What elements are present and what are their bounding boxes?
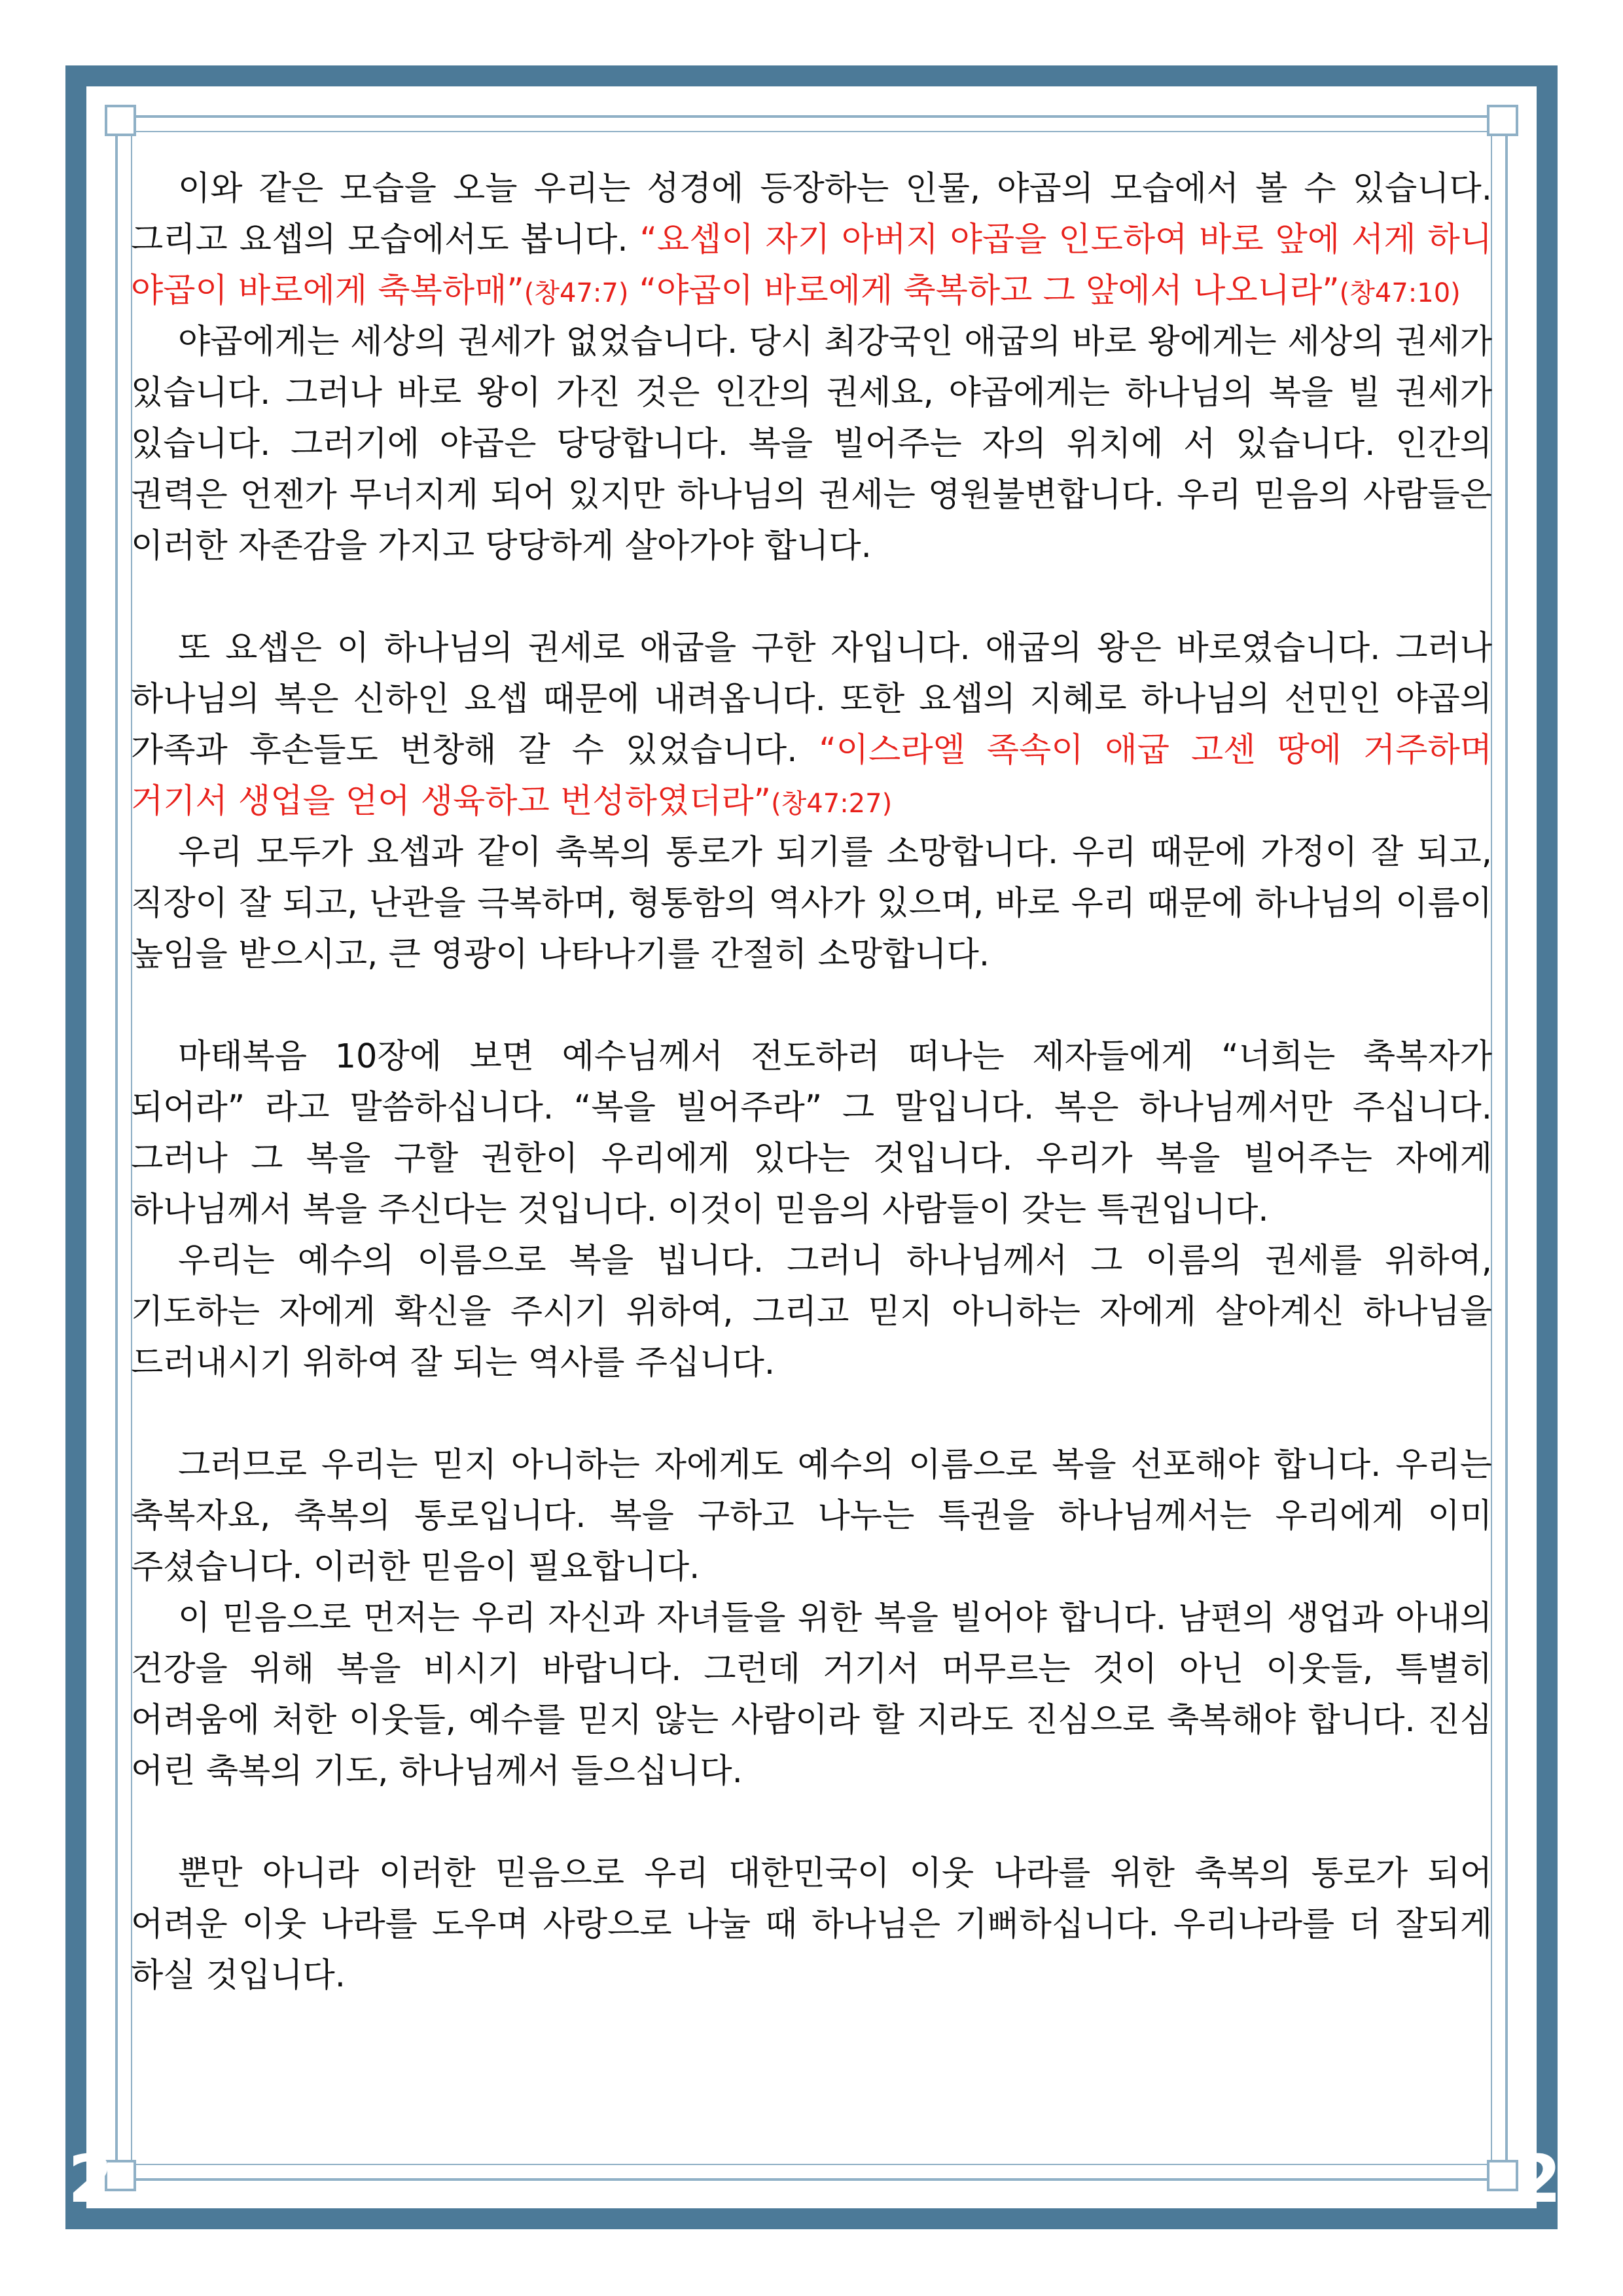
text-line	[131, 521, 1492, 572]
text-line	[131, 1287, 1492, 1338]
scripture-quote: 야곱이 바로에게 축복하매”	[131, 272, 524, 310]
paragraph	[131, 1440, 1492, 1593]
paragraph	[131, 1848, 1492, 2001]
paragraph-gap	[131, 1389, 1492, 1440]
body-text: 이 믿음으로 먼저는 우리 자신과 자녀들을 위한 복을 빌어야 합니다. 남편의 생업과 아내의	[178, 1599, 1492, 1638]
page-number-left: 2	[68, 2141, 114, 2217]
text-line	[131, 368, 1492, 419]
text-line	[131, 1950, 1492, 2001]
body-text: 어려움에 처한 이웃들, 예수를 믿지 않는 사람이라 할 지라도 진심으로 축복해야 합니다. 진심	[131, 1701, 1492, 1740]
paragraph	[131, 1031, 1492, 1236]
body-text: 야곱에게는 세상의 권세가 없었습니다. 당시 최강국인 애굽의 바로 왕에게는 세상의 권세가	[178, 323, 1493, 361]
paragraph	[131, 164, 1492, 317]
body-text: 높임을 받으시고, 큰 영광이 나타나기를 간절히 소망합니다.	[131, 935, 990, 974]
body-text: 그리고 요셉의 모습에서도 봅니다.	[131, 221, 640, 259]
paragraph-gap	[131, 572, 1492, 623]
text-line	[131, 1542, 1492, 1593]
text-line	[131, 1644, 1492, 1695]
corner-ornament-bottom-right	[1487, 2160, 1518, 2191]
text-line	[131, 878, 1492, 929]
text-line	[131, 1848, 1492, 1899]
text-line	[131, 1593, 1492, 1644]
text-line	[131, 725, 1492, 776]
document-body	[131, 164, 1492, 2001]
text-line	[131, 215, 1492, 266]
paragraph-gap	[131, 980, 1492, 1031]
text-line	[131, 1031, 1492, 1083]
text-line	[131, 1746, 1492, 1797]
scripture-reference: (창47:10)	[1339, 278, 1461, 308]
text-line	[131, 674, 1492, 725]
body-text: 그러므로 우리는 믿지 아니하는 자에게도 예수의 이름으로 복을 선포해야 합니다. 우리는	[178, 1446, 1492, 1484]
body-text: 이와 같은 모습을 오늘 우리는 성경에 등장하는 인물, 야곱의 모습에서 볼 수 있습니다.	[178, 170, 1492, 208]
text-line	[131, 1134, 1492, 1185]
scripture-reference: (창47:27)	[771, 789, 893, 819]
text-line	[131, 1083, 1492, 1134]
paragraph-gap	[131, 1797, 1492, 1848]
body-text: 드러내시기 위하여 잘 되는 역사를 주십니다.	[131, 1344, 776, 1382]
body-text: 뿐만 아니라 이러한 믿음으로 우리 대한민국이 이웃 나라를 위한 축복의 통로가 되어	[178, 1854, 1492, 1893]
body-text: 하나님께서 복을 주신다는 것입니다. 이것이 믿음의 사람들이 갖는 특권입니다.	[131, 1191, 1269, 1229]
scripture-quote: “이스라엘 족속이 애굽 고센 땅에 거주하며	[819, 731, 1492, 770]
corner-ornament-top-left	[105, 105, 136, 136]
text-line	[131, 1491, 1492, 1542]
scripture-quote: “요셉이 자기 아버지 야곱을 인도하여 바로 앞에 서게 하니	[639, 221, 1492, 259]
body-text: 가족과 후손들도 번창해 갈 수 있었습니다.	[131, 731, 819, 770]
text-line	[131, 776, 1492, 827]
text-line	[131, 623, 1492, 674]
body-text: 이러한 자존감을 가지고 당당하게 살아가야 합니다.	[131, 527, 872, 565]
body-text: 하나님의 복은 신하인 요셉 때문에 내려옵니다. 또한 요셉의 지혜로 하나님의 선민인 야곱의	[131, 680, 1492, 719]
text-line	[131, 1695, 1492, 1746]
corner-ornament-top-right	[1487, 105, 1518, 136]
text-line	[131, 266, 1492, 317]
paragraph	[131, 317, 1492, 572]
body-text: 있습니다. 그러나 바로 왕이 가진 것은 인간의 권세요, 야곱에게는 하나님의 복을 빌 권세가	[131, 374, 1492, 412]
body-text: 우리 모두가 요셉과 같이 축복의 통로가 되기를 소망합니다. 우리 때문에 가정이 잘 되고,	[178, 833, 1492, 872]
body-text: 기도하는 자에게 확신을 주시기 위하여, 그리고 믿지 아니하는 자에게 살아계신 하나님을	[131, 1293, 1492, 1331]
text-line	[131, 317, 1492, 368]
text-line	[131, 419, 1492, 470]
paragraph	[131, 1593, 1492, 1797]
body-text: 있습니다. 그러기에 야곱은 당당합니다. 복을 빌어주는 자의 위치에 서 있습니다. 인간의	[131, 425, 1492, 463]
text-line	[131, 1338, 1492, 1389]
body-text: 건강을 위해 복을 비시기 바랍니다. 그런데 거기서 머무르는 것이 아닌 이웃들, 특별히	[131, 1650, 1492, 1689]
text-line	[131, 827, 1492, 878]
text-line	[131, 1440, 1492, 1491]
body-text: 어린 축복의 기도, 하나님께서 들으십니다.	[131, 1752, 743, 1791]
text-line	[131, 1236, 1492, 1287]
text-line	[131, 929, 1492, 980]
body-text: 또 요셉은 이 하나님의 권세로 애굽을 구한 자입니다. 애굽의 왕은 바로였습니다. 그러나	[178, 629, 1492, 668]
body-text: 어려운 이웃 나라를 도우며 사랑으로 나눌 때 하나님은 기뻐하십니다. 우리나라를 더 잘되게	[131, 1905, 1492, 1944]
body-text: 직장이 잘 되고, 난관을 극복하며, 형통함의 역사가 있으며, 바로 우리 때문에 하나님의 이름이	[131, 884, 1492, 923]
body-text: 마태복음 10장에 보면 예수님께서 전도하러 떠나는 제자들에게 “너희는 축복자가	[178, 1037, 1492, 1076]
body-text: 주셨습니다. 이러한 믿음이 필요합니다.	[131, 1548, 700, 1587]
scripture-quote: “야곱이 바로에게 축복하고 그 앞에서 나오니라”	[628, 272, 1340, 310]
page-number-right: 2	[1516, 2141, 1561, 2217]
body-text: 그러나 그 복을 구할 권한이 우리에게 있다는 것입니다. 우리가 복을 빌어주는 자에게	[131, 1139, 1492, 1178]
text-line	[131, 470, 1492, 521]
text-line	[131, 1185, 1492, 1236]
body-text: 되어라” 라고 말씀하십니다. “복을 빌어주라” 그 말입니다. 복은 하나님께서만 주십니다.	[131, 1088, 1492, 1127]
body-text: 우리는 예수의 이름으로 복을 빕니다. 그러니 하나님께서 그 이름의 권세를 위하여,	[178, 1242, 1492, 1280]
paragraph	[131, 1236, 1492, 1389]
paragraph	[131, 623, 1492, 827]
scripture-reference: (창47:7)	[524, 278, 629, 308]
text-line	[131, 164, 1492, 215]
body-text: 축복자요, 축복의 통로입니다. 복을 구하고 나누는 특권을 하나님께서는 우리에게 이미	[131, 1497, 1492, 1535]
scripture-quote: 거기서 생업을 얻어 생육하고 번성하였더라”	[131, 782, 772, 821]
text-line	[131, 1899, 1492, 1950]
paragraph	[131, 827, 1492, 980]
body-text: 권력은 언젠가 무너지게 되어 있지만 하나님의 권세는 영원불변합니다. 우리 믿음의 사람들은	[131, 476, 1492, 514]
body-text: 하실 것입니다.	[131, 1956, 346, 1995]
